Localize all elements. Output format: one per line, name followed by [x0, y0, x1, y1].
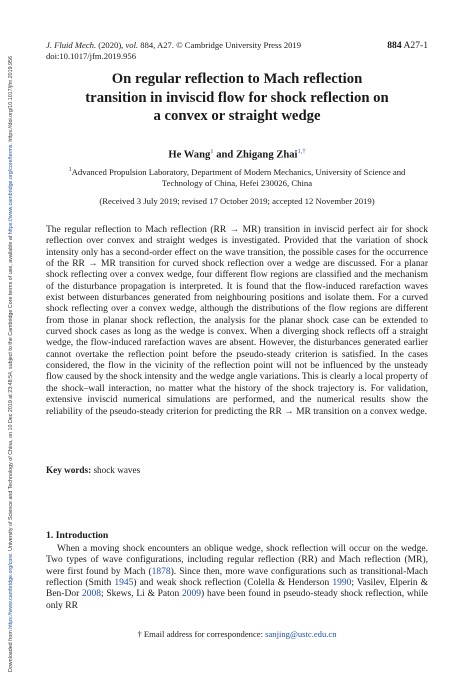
volume-label: vol. [125, 40, 139, 50]
title-line-1: On regular reflection to Mach reflection [111, 71, 363, 87]
keywords-value: shock waves [91, 465, 141, 475]
citation-vasilev-2008[interactable]: 2008 [82, 589, 101, 600]
page-volume: 884 [387, 40, 402, 51]
paper-title [30, 70, 444, 126]
author-list [30, 148, 444, 161]
affiliation-marker: 1 [68, 167, 72, 173]
author-1: He Wang [168, 149, 211, 161]
body-text-4: ; Vasilev, Elperin & Ben-Dor [46, 578, 428, 600]
journal-citation [46, 40, 428, 51]
body-text-5: ; Skews, Li & Paton [101, 589, 183, 600]
author-2-affiliation[interactable]: 1,† [297, 148, 306, 155]
body-text-6: ) have been found in pseudo-steady shock reflection, while only RR [46, 589, 428, 611]
received-dates: (Received 3 July 2019; revised 17 October 2019; accepted 12 November 2019) [99, 196, 375, 206]
section-heading: 1. Introduction [46, 530, 109, 541]
citation-mach-1878[interactable]: 1878 [151, 566, 171, 577]
keywords [46, 465, 428, 475]
terms-link[interactable]: https://www.cambridge.org/core/terms [8, 144, 14, 235]
body-text-2: ). Since then, more wave configurations such as transitional-Mach reflection (Smith [46, 566, 428, 589]
author-2: Zhigang Zhai [235, 149, 298, 161]
journal-year: (2020), [96, 40, 126, 50]
body-text-1: When a moving shock encounters an oblique wedge, shock reflection will occur on the wedge. Two types of wave configurations, including regular reflection (RR) and Mach reflection (MR), were first found by Mach ( [46, 544, 428, 577]
affiliation [52, 165, 422, 189]
cambridge-core-link[interactable]: https://www.cambridge.org/core [8, 553, 14, 629]
correspondence-footnote [46, 629, 428, 639]
author-and: and [213, 149, 236, 161]
download-doi: . https://doi.org/10.1017/jfm.2019.956 [8, 56, 14, 145]
download-middle: . University of Science and Technology of China, on 10 Dec 2019 at 23:48:54, subject to the Cambridge Core terms of use, available at [8, 234, 14, 554]
affiliation-line-2: Technology of China, Hefei 230026, China [161, 177, 313, 188]
journal-name: J. Fluid Mech. [46, 40, 97, 50]
download-notice [8, 56, 14, 672]
citation-skews-2009[interactable]: 2009 [182, 589, 202, 600]
affiliation-line-1: Advanced Propulsion Laboratory, Department of Modern Mechanics, University of Science and [71, 166, 406, 177]
citation-colella-1990[interactable]: 1990 [332, 578, 352, 589]
introduction-paragraph [46, 544, 428, 612]
abstract: The regular reflection to Mach reflection (RR → MR) transition in inviscid perfect air for shock reflection over convex and straight wedges is investigated. Provided that the variation of shock intensity only has a second-order effect on the wave transition, the possible cases for the occurrence of the RR → MR transition for curved shock reflection over a wedge are discussed. For a planar shock reflecting over a convex wedge, four different flow regions are classified and the mechanism of the disturbance propagation is interpreted. It is found that the flow-induced rarefaction waves exist between disturbances generated from neighbouring positions and isolate them. For a curved shock reflecting over a convex wedge, although the distributions of the flow regions are different from those in planar shock reflection, the analysis for the planar shock case can be extended to curved shock cases as long as the wedge is convex. When a diverging shock reflects off a straight wedge, the flow-induced rarefaction waves are absent. However, the disturbances generated earlier cannot overtake the reflection point before the pseudo-steady criterion is satisfied. In the cases considered, the flow in the vicinity of the reflection point will not be influenced by the unsteady flow caused by the shock intensity and the wedge angle variations. This is clearly a local property of the shock–wall interaction, no matter what the history of the shock trajectory is. For validation, extensive inviscid numerical simulations are performed, and the numerical results show the reliability of the pseudo-steady criterion for predicting the RR → MR transition on a convex wedge. [46, 225, 428, 417]
doi-line[interactable]: doi:10.1017/jfm.2019.956 [46, 51, 136, 61]
title-line-3: a convex or straight wedge [153, 108, 321, 124]
title-line-2: transition in inviscid flow for shock reflection on [85, 89, 389, 106]
correspondence-email[interactable]: sanjing@ustc.edu.cn [265, 629, 337, 639]
author-1-affiliation[interactable]: 1 [210, 148, 214, 155]
download-sidebar [0, 0, 16, 673]
citation-smith-1945[interactable]: 1945 [114, 578, 134, 589]
page-number [387, 40, 428, 51]
keywords-label: Key words: [46, 465, 92, 475]
volume-info: 884, A27. © Cambridge University Press 2019 [138, 40, 302, 50]
introduction-text [46, 544, 428, 612]
body-text-3: ) and weak shock reflection (Colella & Henderson [133, 578, 333, 589]
page-article: A27-1 [401, 40, 428, 51]
running-header [46, 40, 428, 62]
footnote-prefix: † Email address for correspondence: [137, 629, 266, 639]
download-prefix: Downloaded from [8, 628, 14, 672]
